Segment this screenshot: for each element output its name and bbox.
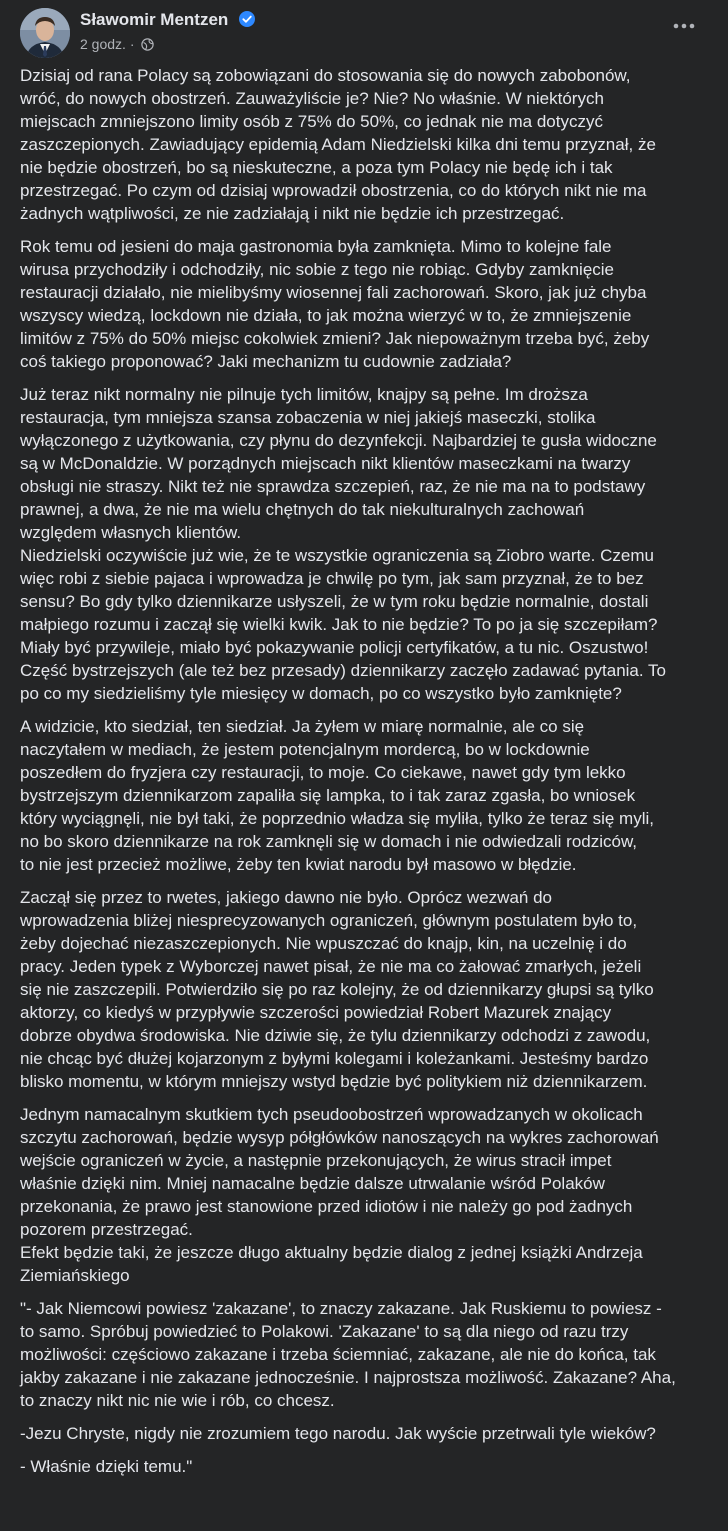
post-paragraph	[20, 64, 713, 225]
post-text-line: blisko momentu, w którym mniejszy wstyd będzie być politykiem niż dziennikarzem.	[20, 1072, 648, 1091]
post-text-line: Niedzielski oczywiście już wie, że te wszystkie ograniczenia są Ziobro warte. Czemu	[20, 546, 654, 565]
post-text-line: Miały być przywileje, miało być pokazywanie policji certyfikatów, a tu nic. Oszustwo!	[20, 638, 649, 657]
post-text-line: dobrze obydwa środowiska. Nie dziwie się, że tylu dziennikarzy odchodzi z zawodu,	[20, 1026, 651, 1045]
post-text-line: miejscach zmniejszono limity osób z 75% do 50%, co jednak nie ma dotyczyć	[20, 112, 603, 131]
post-text-line: bystrzejszym dziennikarzom zapaliła się lampka, to i tak zaraz zgasła, bo wniosek	[20, 786, 636, 805]
post-paragraph	[20, 1455, 713, 1478]
post-text-line: żadnych wątpliwości, ze nie zadziałają i nikt nie będzie ich przestrzegać.	[20, 204, 565, 223]
post-text-line: to znaczy nikt nic nie wie i rób, co chcesz.	[20, 1391, 335, 1410]
post-text-line: no bo skoro dziennikarze na rok zamknęli się w domach i nie odwiedzali rodziców,	[20, 832, 638, 851]
more-options-button[interactable]	[666, 14, 702, 38]
post-text-line: poszedłem do fryzjera czy restauracji, to moje. Co ciekawe, nawet gdy tym lekko	[20, 763, 626, 782]
post-text-line: który wyciągnęli, nie był taki, że poprzednio władza się myliła, tylko że teraz się myli,	[20, 809, 654, 828]
post-text-line: -Jezu Chryste, nigdy nie zrozumiem tego narodu. Jak wyście przetrwali tyle wieków?	[20, 1424, 656, 1443]
post-text-line: Rok temu od jesieni do maja gastronomia była zamknięta. Mimo to kolejne fale	[20, 237, 612, 256]
post-text-line: się nie zaszczepili. Potwierdziło się po raz kolejny, że od dziennikarzy głupsi są tylko	[20, 980, 654, 999]
post-text-line: żeby dojechać niezaszczepionych. Nie wpuszczać do knajp, kin, na uczelnię i do	[20, 934, 627, 953]
post-text-line: są w McDonaldzie. W porządnych miejscach nikt klientów maseczkami na twarzy	[20, 454, 631, 473]
post-text-line: Część bystrzejszych (ale też bez przesady) dziennikarzy zaczęło zadawać pytania. To	[20, 661, 666, 680]
post-text-line: obsługi nie straszy. Nikt też nie sprawdza szczepień, raz, że nie ma na to podstawy	[20, 477, 646, 496]
post-paragraph	[20, 1297, 713, 1412]
post-text-line: możliwości: częściowo zakazane i trzeba ściemniać, zakazane, ale nie do końca, tak	[20, 1345, 656, 1364]
post-paragraph	[20, 1103, 713, 1287]
author-name-row	[80, 10, 255, 30]
meta-separator: ·	[129, 36, 135, 52]
post-text-line: przekonania, że prawo jest stanowione przed idiotów i nie należy go pod żadnych	[20, 1197, 633, 1216]
post-text-line: wprowadzenia bliżej niesprecyzowanych ograniczeń, głównym postulatem było to,	[20, 911, 638, 930]
post-text-line: małpiego rozumu i zaczął się wielki kwik. Jak to nie będzie? To po ja się szczepiłam?	[20, 615, 658, 634]
post-paragraph	[20, 383, 713, 705]
post-text-line: szczytu zachorowań, będzie wysyp półgłówków nanoszących na wykres zachorowań	[20, 1128, 659, 1147]
post-text-line: względem własnych klientów.	[20, 523, 242, 542]
post-text-line: "- Jak Niemcowi powiesz 'zakazane', to znaczy zakazane. Jak Ruskiemu to powiesz -	[20, 1299, 662, 1318]
post-text-line: pozorem przestrzegać.	[20, 1220, 193, 1239]
verified-badge-icon	[239, 11, 255, 27]
post-text-line: Efekt będzie taki, że jeszcze długo aktualny będzie dialog z jednej książki Andrzeja	[20, 1243, 643, 1262]
author-avatar[interactable]	[20, 8, 70, 58]
more-horizontal-icon	[673, 23, 695, 29]
post-text-line: wróć, do nowych obostrzeń. Zauważyliście je? Nie? No właśnie. W niektórych	[20, 89, 604, 108]
post-text-line: wyłączonego z użytkowania, czy płynu do dezynfekcji. Najbardziej te gusła widoczne	[20, 431, 657, 450]
post-text-line: wirusa przychodziły i odchodziły, nic sobie z tego nie robiąc. Gdyby zamknięcie	[20, 260, 615, 279]
post-text-line: wejście ograniczeń w życie, a następnie przekonujących, że wirus stracił impet	[20, 1151, 612, 1170]
post-text-line: aktorzy, co kiedyś w przypływie szczerości powiedział Robert Mazurek znający	[20, 1003, 612, 1022]
post-text-line: po co my siedzieliśmy tyle miesięcy w domach, po co wszystko było zamknięte?	[20, 684, 622, 703]
post-paragraph	[20, 886, 713, 1093]
post-text-line: Jednym namacalnym skutkiem tych pseudoobostrzeń wprowadzanych w okolicach	[20, 1105, 643, 1124]
post-paragraph	[20, 235, 713, 373]
post-text-line: to samo. Spróbuj powiedzieć to Polakowi. 'Zakazane' to są dla niego od razu trzy	[20, 1322, 629, 1341]
post-text-line: jakby zakazane i nie zakazane jednocześnie. I najprostsza możliwość. Zakazane? Aha,	[20, 1368, 676, 1387]
post-text-line: restauracja, tym mniejsza szansa zobaczenia w niej jakiejś maseczki, stolika	[20, 408, 596, 427]
post-text-line: naczytałem w mediach, że jestem potencjalnym mordercą, bo w lockdownie	[20, 740, 590, 759]
post-text-line: Ziemiańskiego	[20, 1266, 130, 1285]
post-text-line: Już teraz nikt normalny nie pilnuje tych limitów, knajpy są pełne. Im droższa	[20, 385, 588, 404]
post-text	[20, 64, 713, 1488]
post-text-line: to nie jest przecież możliwe, żeby ten kwiat narodu był masowo w błędzie.	[20, 855, 577, 874]
post-text-line: prawnej, a dwa, że nie ma wielu chętnych do tak niekulturalnych zachowań	[20, 500, 585, 519]
post-text-line: Dzisiaj od rana Polacy są zobowiązani do stosowania się do nowych zabobonów,	[20, 66, 631, 85]
post-text-line: coś takiego proponować? Jaki mechanizm tu cudownie zadziała?	[20, 352, 512, 371]
post-text-line: nie będzie obostrzeń, bo są nieskuteczne, a poza tym Polacy nie będę ich i tak	[20, 158, 613, 177]
post-text-line: nie chcąc być dłużej kojarzonym z byłymi kolegami i koleżankami. Jesteśmy bardzo	[20, 1049, 649, 1068]
post-text-line: - Właśnie dzięki temu."	[20, 1457, 193, 1476]
post-timestamp[interactable]: 2 godz.	[80, 36, 126, 52]
post-text-line: więc robi z siebie pajaca i wprowadza je chwilę po tym, jak sam przyznał, że to bez	[20, 569, 644, 588]
post-paragraph	[20, 715, 713, 876]
post-text-line: restauracji działało, nie mielibyśmy wiosennej fali zachorowań. Skoro, jak już chyba	[20, 283, 647, 302]
post-text-line: przestrzegać. Po czym od dzisiaj wprowadził obostrzenia, co do których nikt nie ma	[20, 181, 647, 200]
post-text-line: limitów z 75% do 50% miejsc cokolwiek zmieni? Jak niepoważnym trzeba być, żeby	[20, 329, 650, 348]
post-text-line: właśnie dzięki nim. Mniej namacalne będzie dalsze utrwalanie wśród Polaków	[20, 1174, 605, 1193]
post-text-line: wszyscy wiedzą, lockdown nie działa, to jak można wierzyć w to, że zmniejszenie	[20, 306, 632, 325]
post-text-line: Zaczął się przez to rwetes, jakiego dawno nie było. Oprócz wezwań do	[20, 888, 552, 907]
post-meta	[80, 36, 154, 52]
post-paragraph	[20, 1422, 713, 1445]
globe-icon[interactable]	[141, 38, 154, 51]
post-text-line: sensu? Bo gdy tylko dziennikarze usłyszeli, że w tym roku będzie normalnie, dostali	[20, 592, 649, 611]
post-header	[16, 6, 712, 58]
author-name[interactable]: Sławomir Mentzen	[80, 10, 229, 29]
post-text-line: zaszczepionych. Zawiadujący epidemią Adam Niedzielski kilka dni temu przyznał, że	[20, 135, 656, 154]
post-text-line: pracy. Jeden typek z Wyborczej nawet pisał, że nie ma co żałować zmarłych, jeżeli	[20, 957, 642, 976]
post-text-line: A widzicie, kto siedział, ten siedział. Ja żyłem w miarę normalnie, ale co się	[20, 717, 585, 736]
avatar-photo	[20, 8, 70, 58]
